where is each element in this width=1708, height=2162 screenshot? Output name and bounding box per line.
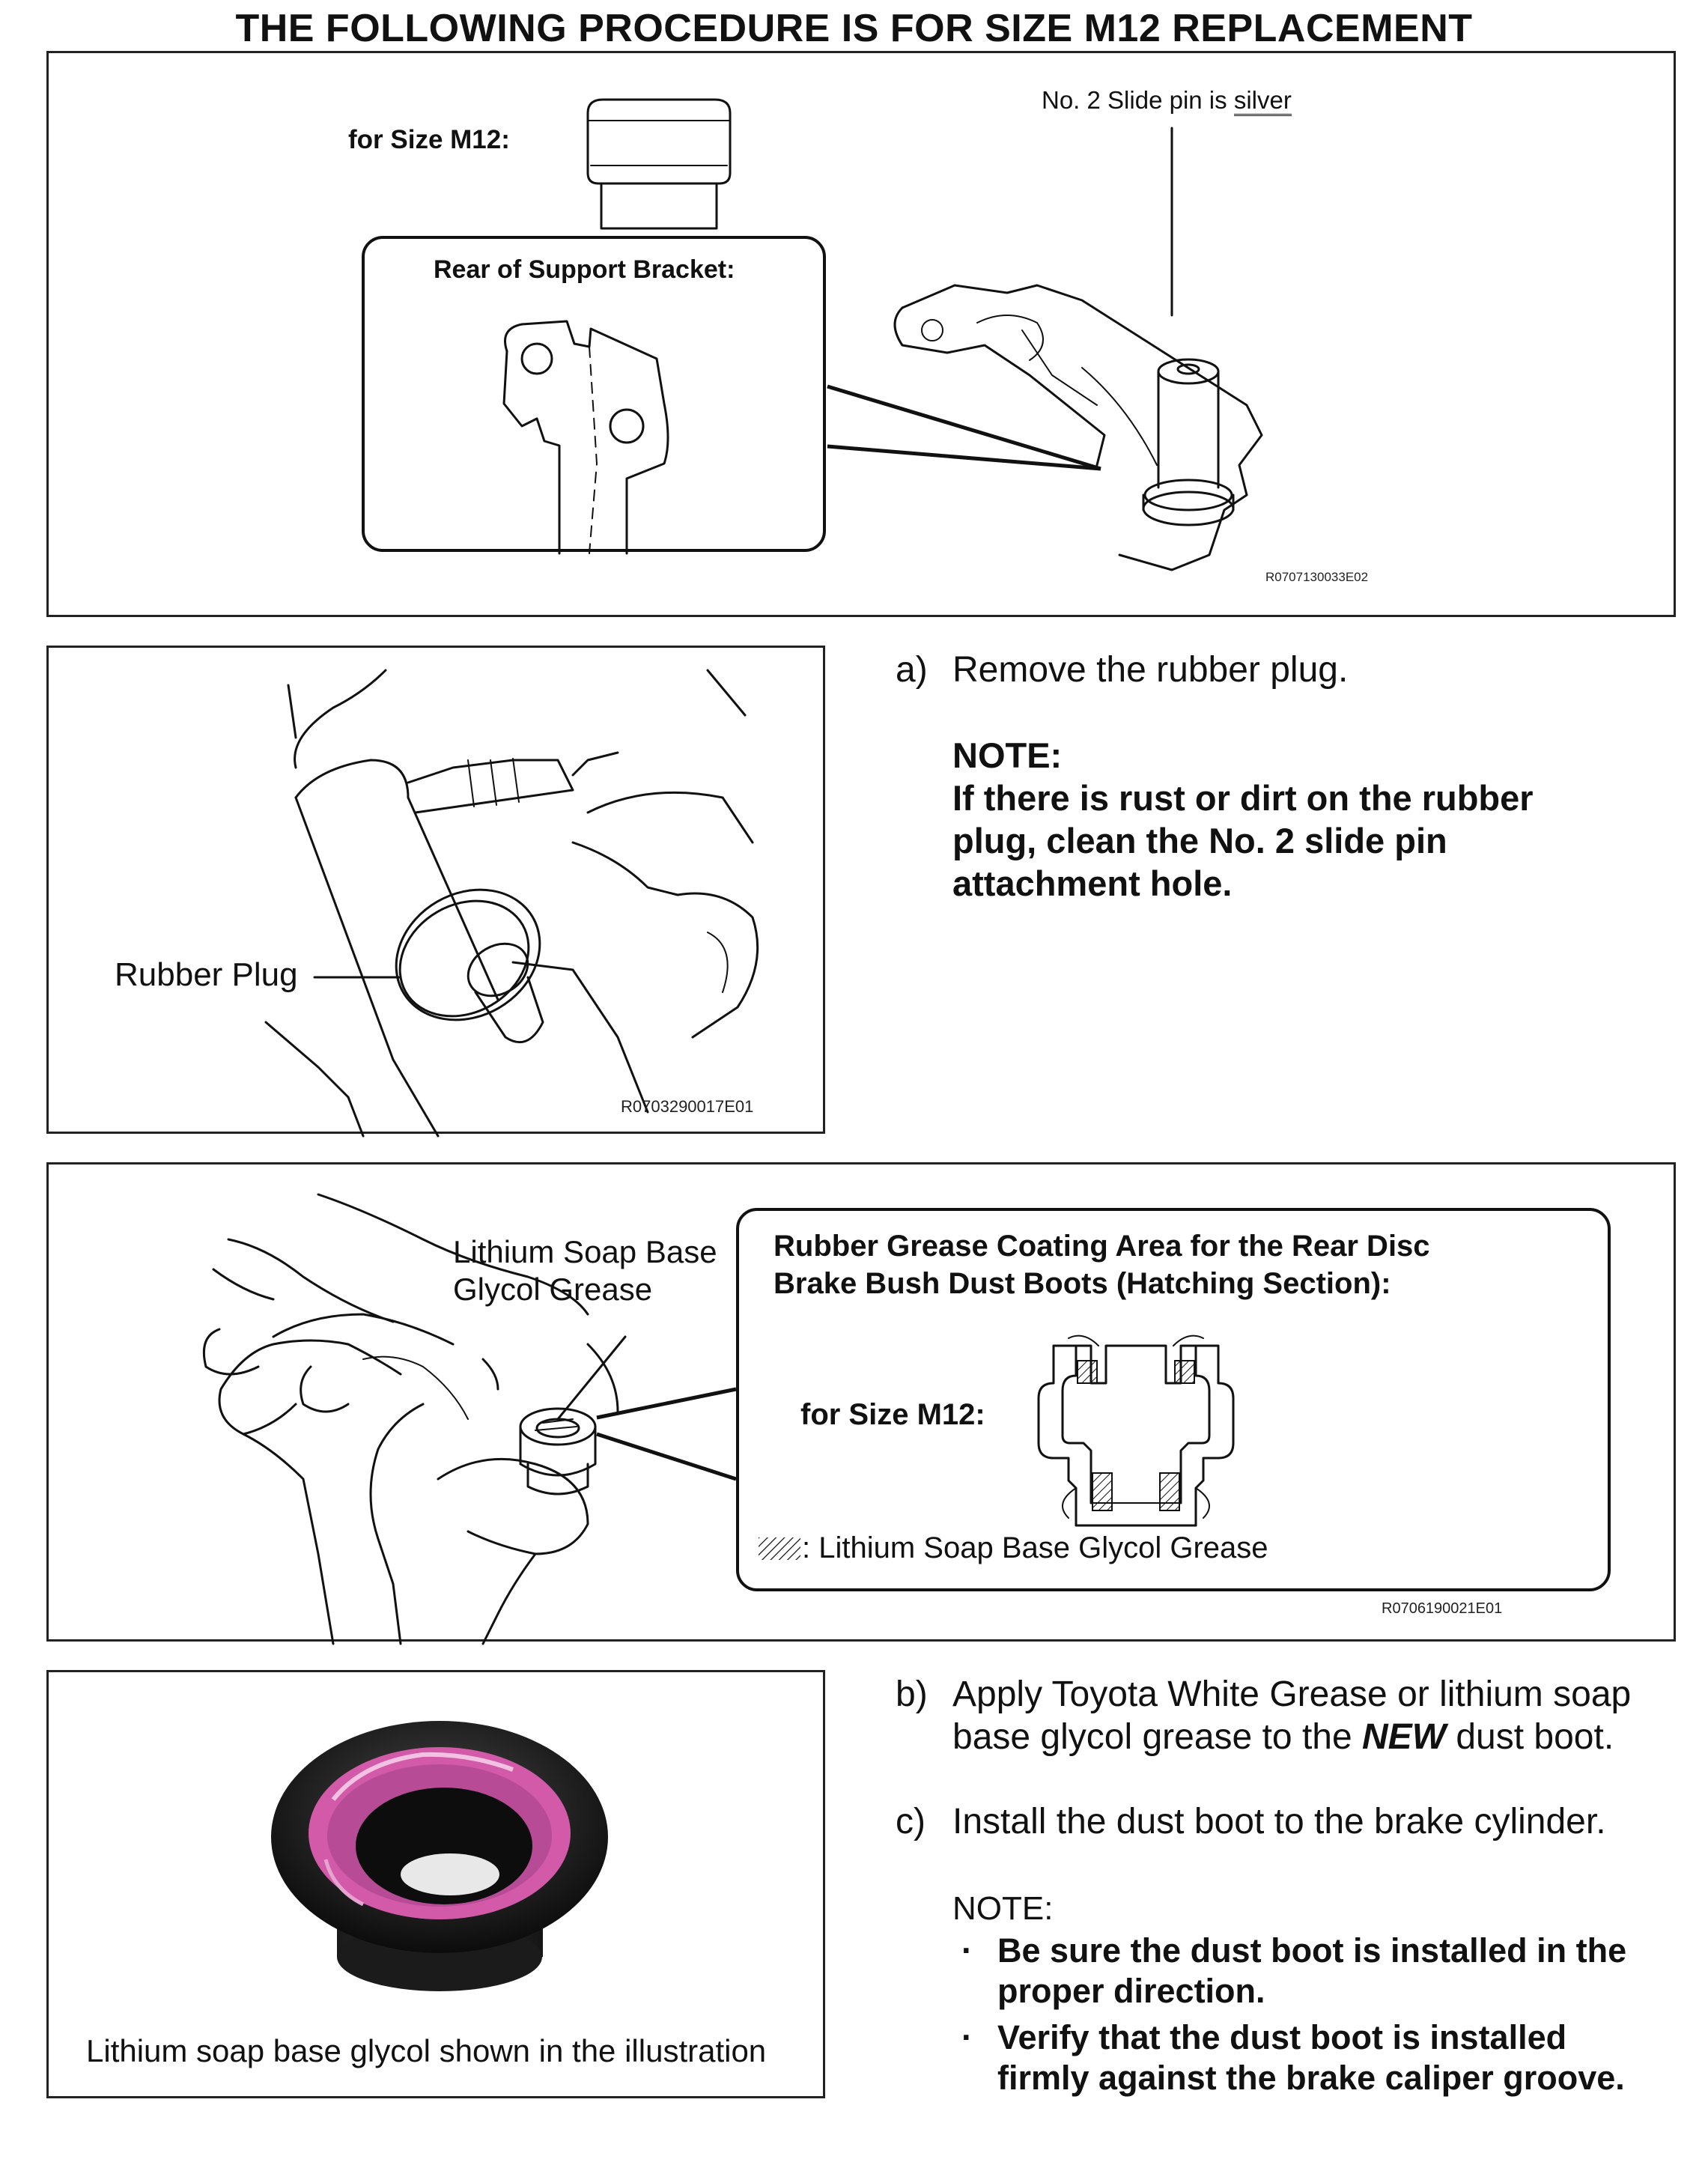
grease-label-line: Glycol Grease: [453, 1272, 653, 1307]
step-a-marker: a): [896, 650, 928, 690]
figure-panel-slide-pin: [46, 51, 1676, 617]
caliper-bracket-illustration: [857, 240, 1277, 585]
grease-coating-inset: [736, 1208, 1611, 1591]
step-a-note: [952, 734, 1671, 905]
step-c-note-item: [961, 2017, 1680, 2098]
step-a-text: Remove the rubber plug.: [952, 650, 1349, 690]
bullet: ·: [961, 1931, 973, 1970]
step-b-line1: Apply Toyota White Grease or lithium soap: [952, 1674, 1632, 1714]
page-title: THE FOLLOWING PROCEDURE IS FOR SIZE M12 REPLACEMENT: [235, 7, 1473, 50]
figure-panel-grease-coating: [46, 1162, 1676, 1642]
step-b-line2-emph: NEW: [1362, 1717, 1446, 1757]
note-item-line: proper direction.: [997, 1972, 1265, 2010]
step-c-text: Install the dust boot to the brake cylinder.: [952, 1802, 1606, 1841]
figure-code: R0703290017E01: [621, 1097, 754, 1116]
dust-boot-section-diagram: [1024, 1331, 1248, 1533]
step-b-line2-pre: base glycol grease to the: [952, 1717, 1363, 1757]
photo-caption: Lithium soap base glycol shown in the illustration: [86, 2033, 767, 2068]
note-item-line: Be sure the dust boot is installed in the: [997, 1931, 1627, 1970]
figure-code: R0706190021E01: [1382, 1600, 1503, 1617]
note-item-line: firmly against the brake caliper groove.: [997, 2059, 1625, 2097]
rubber-plug-label: Rubber Plug: [115, 956, 298, 993]
step-b: [896, 1673, 1689, 1758]
grease-label-line: Lithium Soap Base: [453, 1234, 717, 1269]
bullet: ·: [961, 2018, 973, 2056]
hatch-legend-text: : Lithium Soap Base Glycol Grease: [802, 1531, 1268, 1564]
slide-pin-callout: [1042, 86, 1292, 115]
size-label: for Size M12:: [348, 125, 510, 154]
step-a: [896, 649, 1674, 691]
figure-panel-photo: [46, 1670, 825, 2098]
size-label: for Size M12:: [800, 1398, 985, 1431]
inset-title-line: Rubber Grease Coating Area for the Rear Disc: [774, 1230, 1430, 1263]
callout-prefix: No. 2 Slide pin is: [1042, 86, 1234, 114]
step-c-marker: c): [896, 1802, 926, 1841]
figure-code: R0707130033E02: [1265, 570, 1369, 584]
hatch-legend-swatch: [759, 1537, 800, 1560]
note-line: If there is rust or dirt on the rubber: [952, 778, 1534, 818]
step-c: [896, 1800, 1689, 1843]
inset-title: Rear of Support Bracket:: [434, 255, 735, 284]
rubber-plug-illustration: [49, 648, 827, 1136]
note-line: plug, clean the No. 2 slide pin: [952, 821, 1447, 860]
note-head: NOTE:: [952, 735, 1063, 775]
step-b-line2-post: dust boot.: [1446, 1717, 1614, 1757]
inset-title-line: Brake Bush Dust Boots (Hatching Section):: [774, 1267, 1391, 1300]
step-c-note-head: NOTE:: [952, 1890, 1054, 1927]
step-b-marker: b): [896, 1674, 928, 1714]
inset-title: [774, 1227, 1430, 1302]
figure-panel-rubber-plug: [46, 646, 825, 1134]
note-item-line: Verify that the dust boot is installed: [997, 2018, 1567, 2056]
note-line: attachment hole.: [952, 863, 1233, 903]
step-c-note-item: [961, 1931, 1680, 2011]
callout-emph: silver: [1234, 86, 1292, 116]
